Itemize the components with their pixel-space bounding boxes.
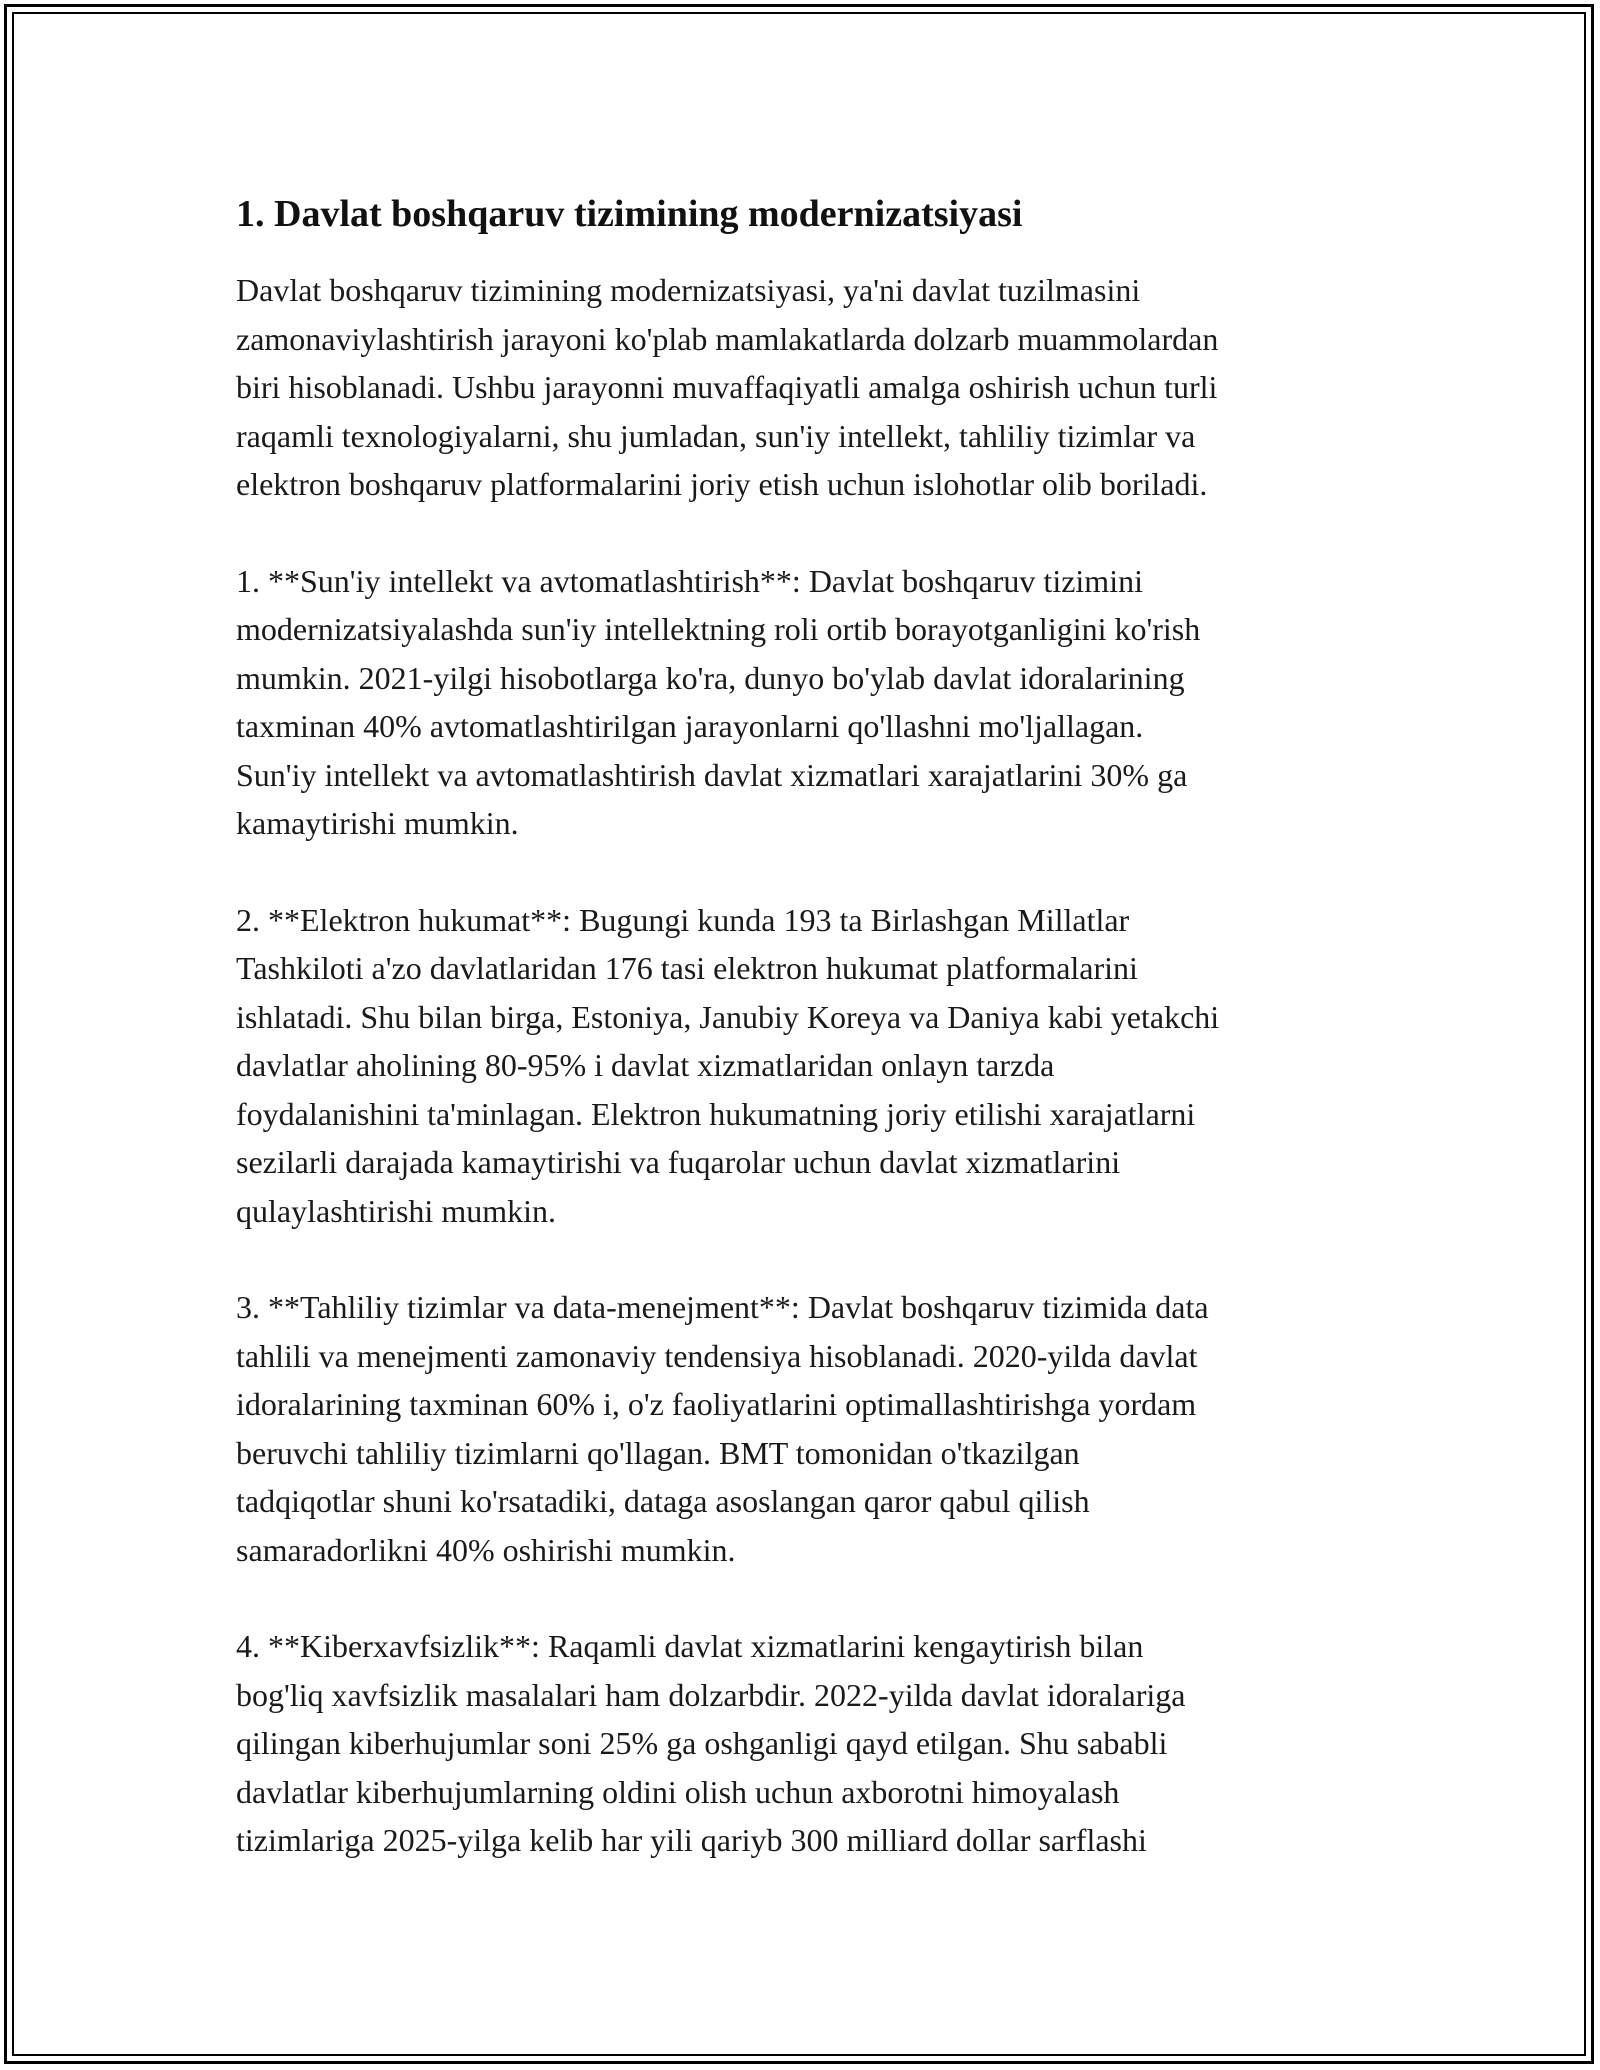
page-title: 1. Davlat boshqaruv tizimining modernizatsiyasi xyxy=(236,193,1023,235)
document-body xyxy=(236,186,1386,1913)
paragraph-cybersecurity: 4. **Kiberxavfsizlik**: Raqamli davlat xizmatlarini kengaytirish bilan bog'liq xavfsizlik masalalari ham dolzarbdir. 2022-yilda davlat idoralariga qilingan kiberhujumlar soni 25% ga oshganligi qayd etilgan. Shu sababli davlatlar kiberhujumlarning oldini olish uchun axborotni himoyalash tizimlariga 2025-yilga kelib har yili qariyb 300 milliard dollar sarflashi xyxy=(236,1628,1186,1858)
intro-paragraph: Davlat boshqaruv tizimining modernizatsiyasi, ya'ni davlat tuzilmasini zamonaviylashtirish jarayoni ko'plab mamlakatlarda dolzarb muammolardan biri hisoblanadi. Ushbu jarayonni muvaffaqiyatli amalga oshirish uchun turli raqamli texnologiyalarni, shu jumladan, sun'iy intellekt, tahliliy tizimlar va elektron boshqaruv platformalarini joriy etish uchun islohotlar olib boriladi. xyxy=(236,272,1219,502)
paragraph-analytics: 3. **Tahliliy tizimlar va data-menejment**: Davlat boshqaruv tizimida data tahlili va menejmenti zamonaviy tendensiya hisoblanadi. 2020-yilda davlat idoralarining taxminan 60% i, o'z faoliyatlarini optimallashtirishga yordam beruvchi tahliliy tizimlarni qo'llagan. BMT tomonidan o'tkazilgan tadqiqotlar shuni ko'rsatadiki, dataga asoslangan qaror qabul qilish samaradorlikni 40% oshirishi mumkin. xyxy=(236,1289,1209,1568)
paragraph-e-government: 2. **Elektron hukumat**: Bugungi kunda 193 ta Birlashgan Millatlar Tashkiloti a'zo davlatlaridan 176 tasi elektron hukumat platformalarini ishlatadi. Shu bilan birga, Estoniya, Janubiy Koreya va Daniya kabi yetakchi davlatlar aholining 80-95% i davlat xizmatlaridan onlayn tarzda foydalanishini ta'minlagan. Elektron hukumatning joriy etilishi xarajatlarni sezilarli darajada kamaytirishi va fuqarolar uchun davlat xizmatlarini qulaylashtirishi mumkin. xyxy=(236,901,1220,1229)
paragraph-ai-automation: 1. **Sun'iy intellekt va avtomatlashtirish**: Davlat boshqaruv tizimini modernizatsiyalashda sun'iy intellektning roli ortib borayotganligini ko'rish mumkin. 2021-yilgi hisobotlarga ko'ra, dunyo bo'ylab davlat idoralarining taxminan 40% avtomatlashtirilgan jarayonlarni qo'llashni mo'ljallagan. Sun'iy intellekt va avtomatlashtirish davlat xizmatlari xarajatlarini 30% ga kamaytirishi mumkin. xyxy=(236,562,1201,841)
